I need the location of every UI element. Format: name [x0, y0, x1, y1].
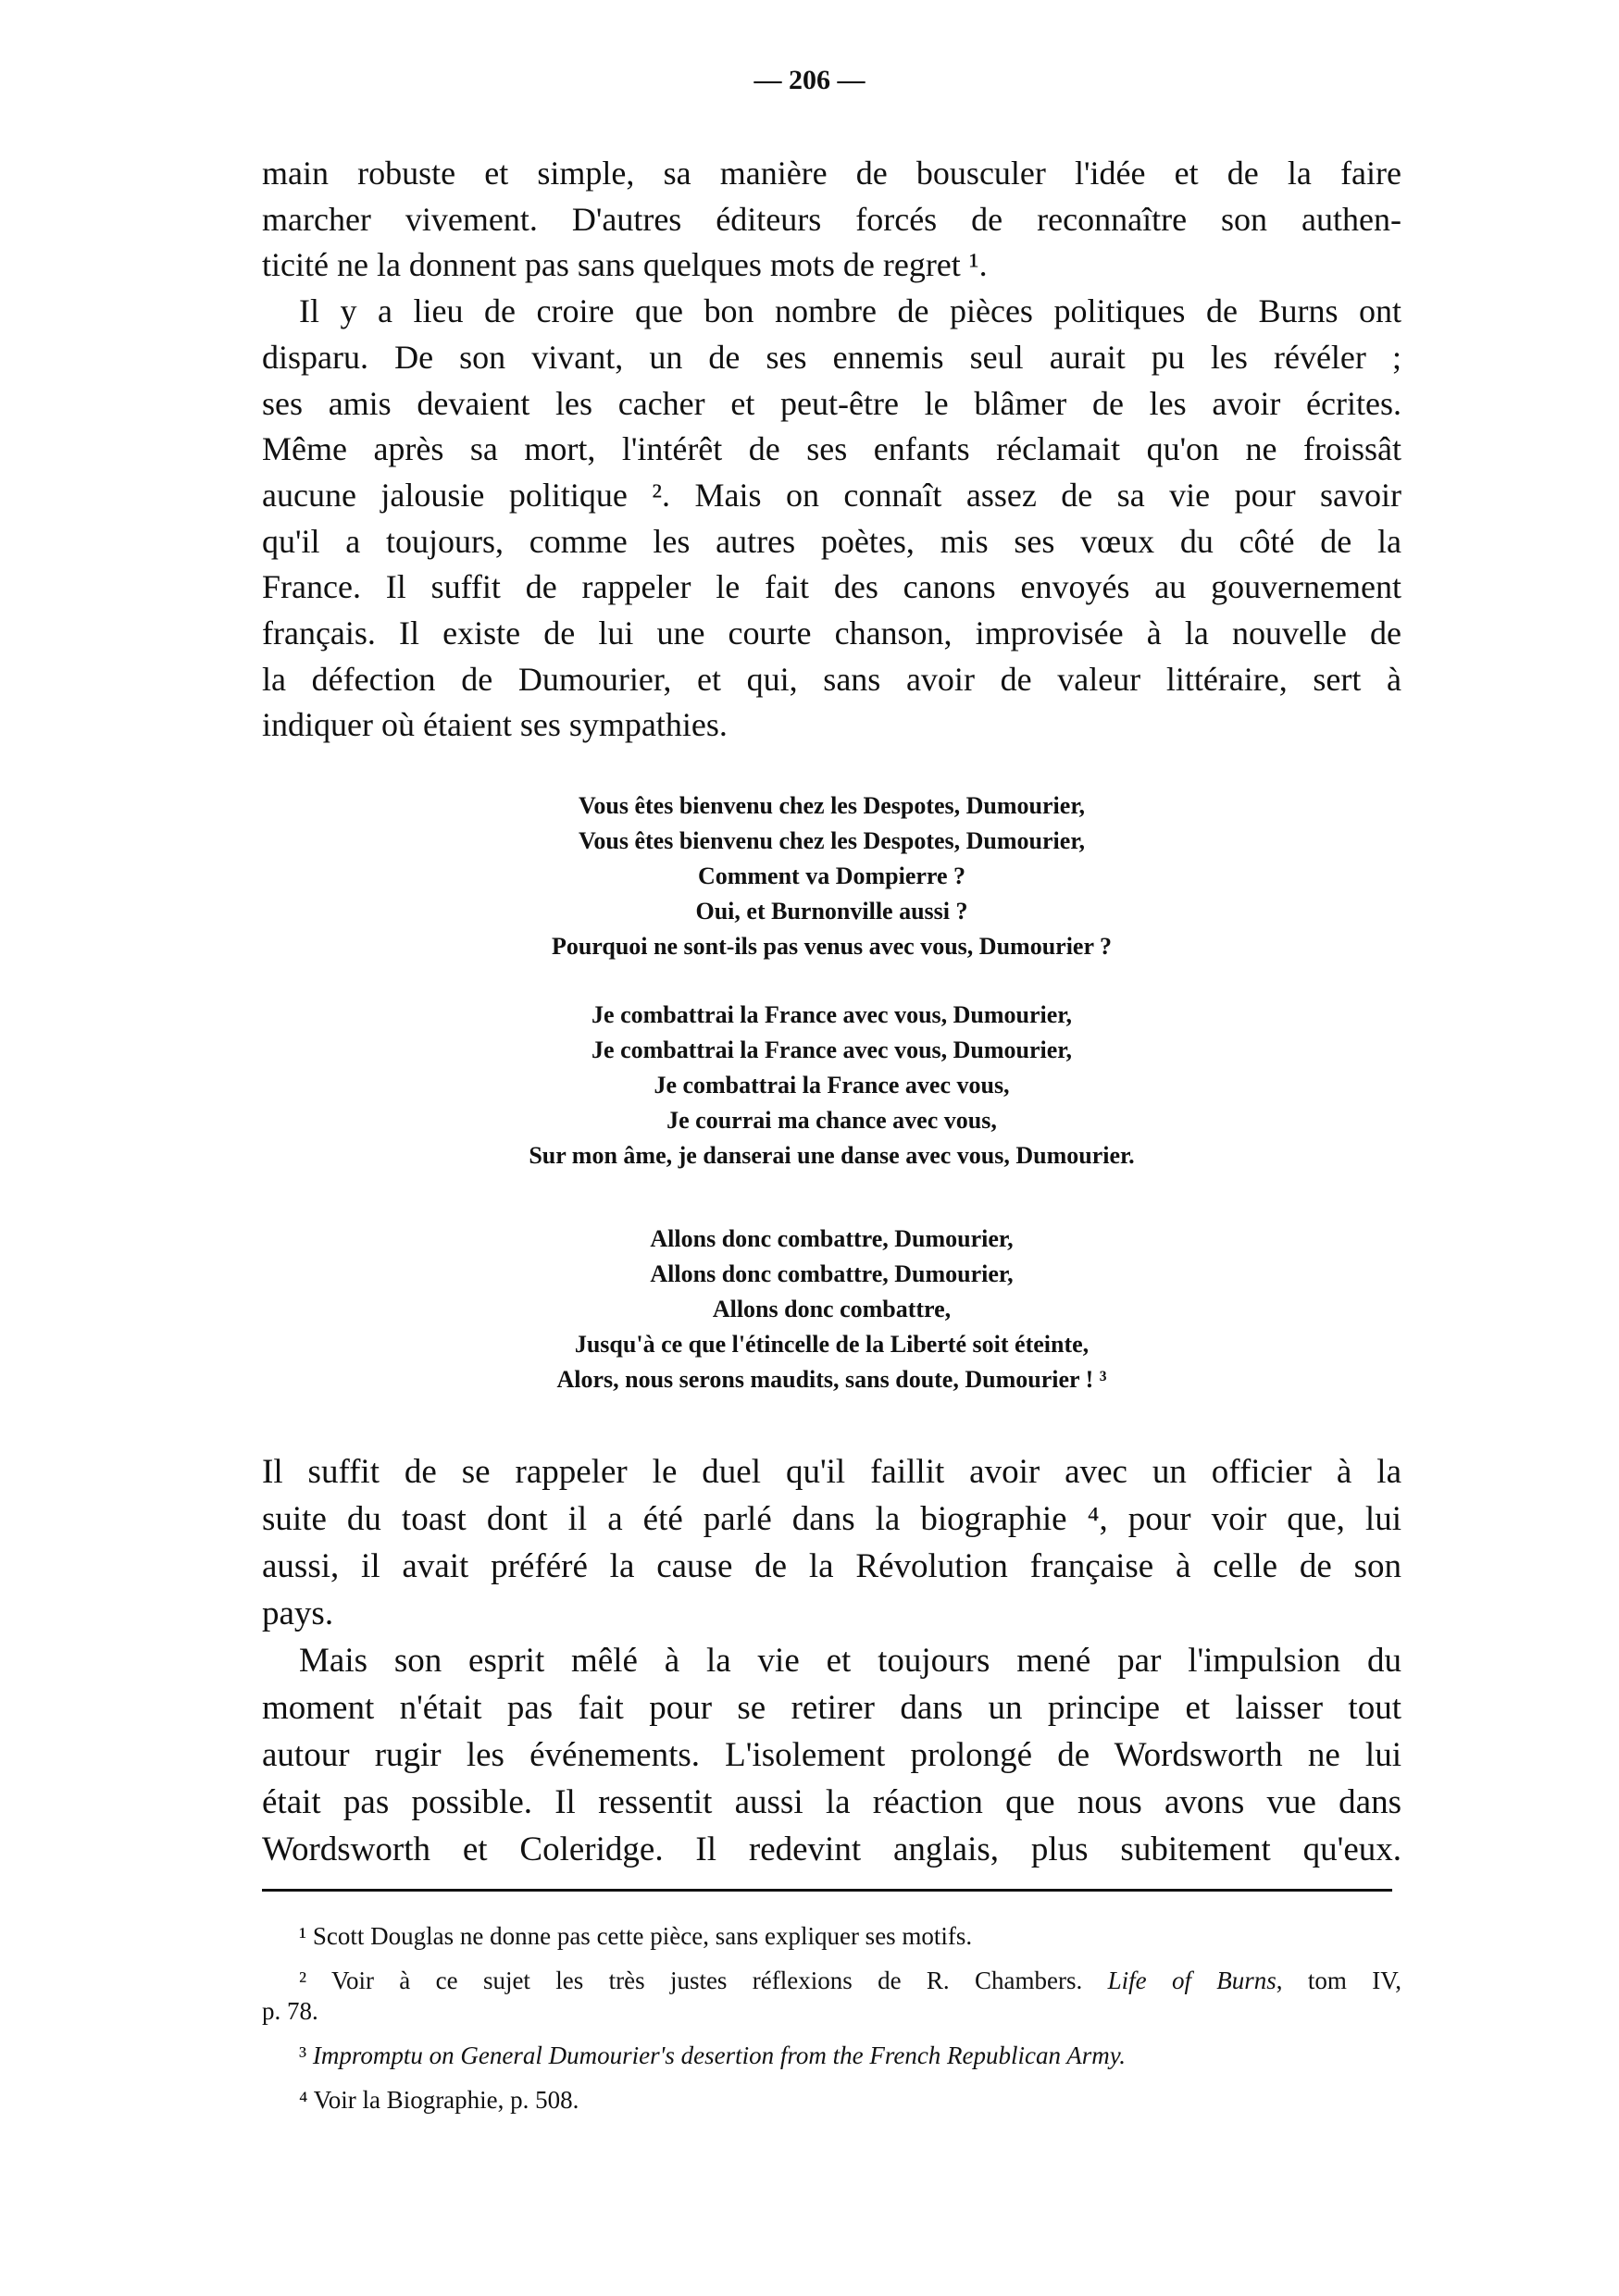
poem-line: Allons donc combattre, Dumourier, — [650, 1225, 1014, 1252]
poem-line: Je combattrai la France avec vous, — [654, 1072, 1010, 1098]
text-line: était pas possible. Il ressentit aussi la réaction que nous avons vue dans — [262, 1783, 1401, 1821]
footnote-divider — [262, 1889, 1392, 1892]
text-line: Il suffit de se rappeler le duel qu'il faillit avoir avec un officier à la — [262, 1453, 1401, 1491]
text-line: pays. — [262, 1595, 334, 1632]
text-line: français. Il existe de lui une courte chanson, improvisée à la nouvelle de — [262, 614, 1401, 652]
text-line: marcher vivement. D'autres éditeurs forcés de reconnaître son authen- — [262, 200, 1401, 238]
paragraphs-top — [262, 151, 1401, 749]
text-line: Mais son esprit mêlé à la vie et toujours mené par l'impulsion du — [299, 1642, 1401, 1680]
poem-line: Pourquoi ne sont-ils pas venus avec vous, Dumourier ? — [551, 933, 1113, 960]
footnote — [262, 1921, 1401, 1952]
footnote — [262, 1966, 1401, 2027]
text-line: autour rugir les événements. L'isolement prolongé de Wordsworth ne lui — [262, 1736, 1401, 1774]
text-line: moment n'était pas fait pour se retirer dans un principe et laisser tout — [262, 1689, 1401, 1727]
footnote-text: , tom IV, — [1276, 1967, 1401, 1994]
poem-line: Je courrai ma chance avec vous, — [666, 1107, 997, 1134]
text-line: indiquer où étaient ses sympathies. — [262, 706, 728, 744]
poem-line: Alors, nous serons maudits, sans doute, Dumourier ! ³ — [556, 1366, 1107, 1393]
text-line: qu'il a toujours, comme les autres poètes, mis ses vœux du côté de la — [262, 522, 1401, 560]
text-line: aucune jalousie politique ². Mais on connaît assez de sa vie pour savoir — [262, 476, 1401, 514]
text-line: Wordsworth et Coleridge. Il redevint anglais, plus subitement qu'eux. — [262, 1831, 1401, 1868]
poem-line: Je combattrai la France avec vous, Dumourier, — [592, 1036, 1072, 1063]
footnote-text: Scott Douglas ne donne pas cette pièce, sans expliquer ses motifs. — [312, 1922, 973, 1950]
text-line: Il y a lieu de croire que bon nombre de pièces politiques de Burns ont — [299, 292, 1401, 330]
poem-stanza-2 — [262, 998, 1401, 1173]
text-line: ticité ne la donnent pas sans quelques mots de regret ¹. — [262, 246, 988, 284]
footnote-text: Voir à ce sujet les très justes réflexions de R. Chambers. — [330, 1967, 1108, 1994]
footnote-title: Impromptu on General Dumourier's desertion from the French Republican Army. — [312, 2042, 1127, 2069]
text-line: ses amis devaient les cacher et peut-être le blâmer de les avoir écrites. — [262, 384, 1401, 422]
poem-line: Sur mon âme, je danserai une danse avec vous, Dumourier. — [529, 1142, 1135, 1169]
footnote-mark: ¹ — [299, 1922, 313, 1950]
poem-line: Oui, et Burnonville aussi ? — [695, 898, 968, 925]
poem-line: Vous êtes bienvenu chez les Despotes, Dumourier, — [579, 827, 1085, 854]
poem-stanza-3 — [262, 1222, 1401, 1397]
footnote-line: p. 78. — [262, 1997, 318, 2025]
footnote-mark: ⁴ — [299, 2086, 314, 2114]
poem-line: Jusqu'à ce que l'étincelle de la Liberté soit éteinte, — [574, 1331, 1090, 1358]
footnote-line — [262, 1966, 1401, 1996]
text-line: Même après sa mort, l'intérêt de ses enfants réclamait qu'on ne froissât — [262, 430, 1401, 468]
footnote-title: Life of Burns — [1107, 1967, 1277, 1994]
text-line: la défection de Dumourier, et qui, sans avoir de valeur littéraire, sert à — [262, 660, 1401, 698]
text-line: suite du toast dont il a été parlé dans la biographie ⁴, pour voir que, lui — [262, 1500, 1401, 1538]
poem-line: Comment va Dompierre ? — [697, 863, 966, 889]
poem-line: Je combattrai la France avec vous, Dumourier, — [592, 1001, 1072, 1028]
footnote-line — [262, 2041, 1401, 2071]
footnote — [262, 2041, 1401, 2071]
paragraphs-bottom — [262, 1448, 1401, 1873]
page-number: — 206 — — [753, 65, 866, 95]
text-line: main robuste et simple, sa manière de bousculer l'idée et de la faire — [262, 155, 1401, 192]
footnote-line — [262, 2085, 1401, 2116]
poem-line: Vous êtes bienvenu chez les Despotes, Dumourier, — [579, 792, 1085, 819]
footnote — [262, 2085, 1401, 2116]
footnote-mark: ³ — [299, 2042, 313, 2069]
footnotes — [262, 1921, 1401, 2129]
footnote-line — [262, 1921, 1401, 1952]
footnote-text: Voir la Biographie, p. 508. — [313, 2086, 579, 2114]
poem-stanza-1 — [262, 788, 1401, 964]
poem-line: Allons donc combattre, — [712, 1296, 952, 1322]
text-line: France. Il suffit de rappeler le fait des canons envoyés au gouvernement — [262, 568, 1401, 606]
text-line: aussi, il avait préféré la cause de la Révolution française à celle de son — [262, 1547, 1401, 1585]
poem-line: Allons donc combattre, Dumourier, — [650, 1260, 1014, 1287]
text-line: disparu. De son vivant, un de ses ennemis seul aurait pu les révéler ; — [262, 338, 1401, 376]
footnote-mark: ² — [299, 1967, 331, 1994]
